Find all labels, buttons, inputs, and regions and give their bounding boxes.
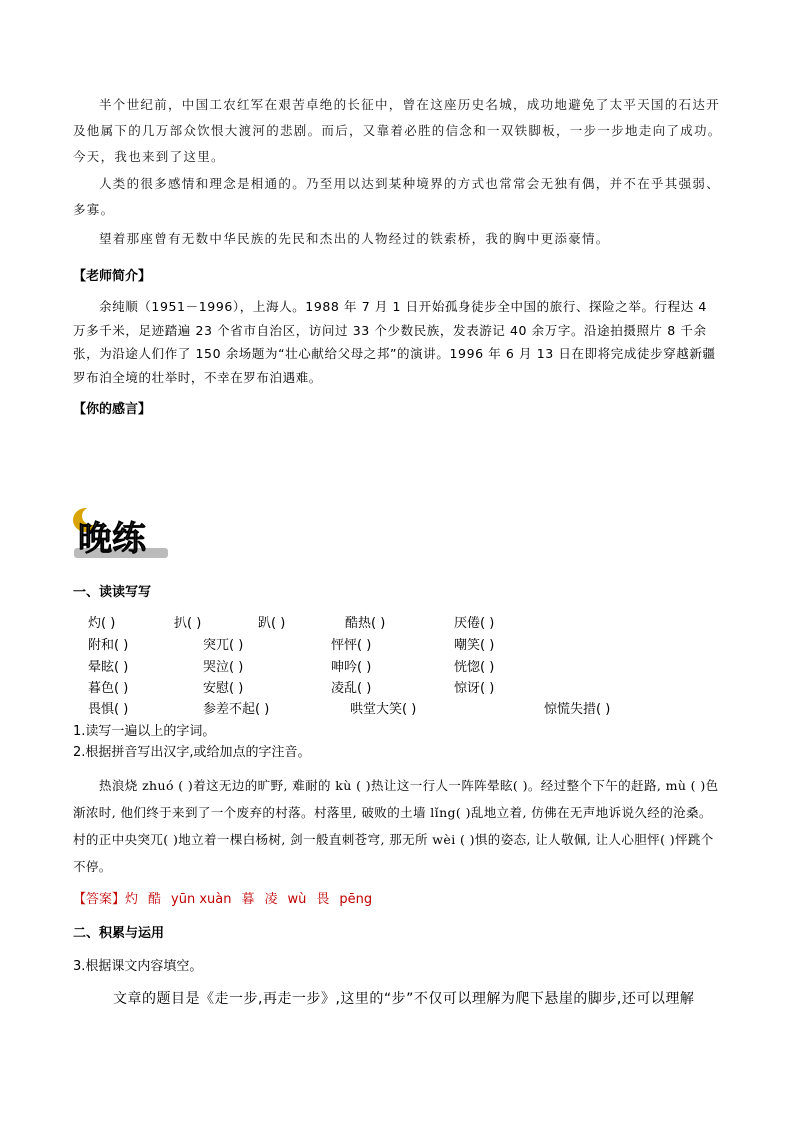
vocab-item: 恍惚( ) (454, 660, 495, 675)
vocab-item: 呻吟( ) (331, 660, 372, 675)
answer-line (73, 888, 372, 907)
answer-item: 暮 (241, 892, 255, 907)
vocab-item: 厌倦( ) (454, 616, 495, 631)
answer-item: 灼 (125, 892, 139, 907)
vocab-item: 凌乱( ) (331, 681, 372, 696)
vocab-item: 惊讶( ) (454, 681, 495, 696)
answer-item: yūn xuàn (171, 892, 232, 907)
vocab-item: 惊慌失措( ) (544, 702, 611, 717)
teacher-heading: 【老师简介】 (73, 269, 152, 284)
answer-item: 酷 (148, 892, 162, 907)
section2-text: 文章的题目是《走一步,再走一步》,这里的“步”不仅可以理解为爬下悬崖的脚步,还可以理解 (113, 991, 695, 1007)
section2-heading: 二、积累与运用 (73, 926, 165, 941)
vocab-item: 附和( ) (88, 638, 129, 653)
vocab-item: 酷热( ) (345, 616, 386, 631)
feeling-heading: 【你的感言】 (73, 402, 152, 417)
vocab-item: 怦怦( ) (331, 638, 372, 653)
question-3: 3.根据课文内容填空。 (73, 959, 203, 974)
vocab-item: 突兀( ) (203, 638, 244, 653)
vocab-item: 灼( ) (88, 616, 116, 631)
vocab-item: 晕眩( ) (88, 660, 129, 675)
vocab-item: 参差不起( ) (203, 702, 270, 717)
passage-paragraph-3: 望着那座曾有无数中华民族的先民和杰出的人物经过的铁索桥，我的胸中更添豪情。 (99, 231, 610, 246)
vocab-item: 哭泣( ) (203, 660, 244, 675)
evening-practice-logo (70, 506, 172, 560)
vocab-item: 畏惧( ) (88, 702, 129, 717)
passage-paragraph-2: 人类的很多感情和理念是相通的。乃至用以达到某种境界的方式也常常会无独有偶，并不在乎其强弱、多寡。 (73, 176, 721, 217)
section1-heading: 一、读读写写 (73, 585, 152, 600)
answer-item: wù (287, 892, 307, 907)
teacher-intro: 余纯顺（1951－1996），上海人。1988 年 7 月 1 日开始孤身徒步全中国的旅行、探险之举。行程达 4 万多千米，足迹踏遍 23 个省市自治区，访问过 33 个少数民族，发表游记 40 余万字。沿途拍摄照片 8 千余张，为沿途人们作了 150 余场题为“壮心献给父母之邦”的演讲。1996 年 6 月 13 日在即将完成徒步穿越新疆罗布泊全境的壮举时，不幸在罗布泊遇难。 (73, 299, 716, 385)
answer-item: 凌 (264, 892, 278, 907)
vocab-item: 扒( ) (174, 616, 202, 631)
vocab-item: 嘲笑( ) (454, 638, 495, 653)
question-1: 1.读写一遍以上的字词。 (73, 724, 216, 739)
svg-text:晚练: 晚练 (78, 519, 146, 559)
vocab-item: 哄堂大笑( ) (350, 702, 417, 717)
pinyin-exercise: 热浪烧 zhuó ( )着这无边的旷野, 难耐的 kù ( )热让这一行人一阵阵晕眩( )。经过整个下午的赶路, mù ( )色渐浓时, 他们终于来到了一个废弃的村落。村落里, 破败的土墙 lǐng( )乱地立着, 仿佛在无声地诉说久经的沧桑。村的正中央突兀( )地立着一棵白杨树, 剑一般直刺苍穹, 那无所 wèi ( )惧的姿态, 让人敬佩, 让人心胆怦( )怦跳个不停。 (73, 778, 719, 874)
passage-paragraph-1: 半个世纪前，中国工农红军在艰苦卓绝的长征中，曾在这座历史名城，成功地避免了太平天国的石达开及他属下的几万部众饮恨大渡河的悲剧。而后，又靠着必胜的信念和一双铁脚板，一步一步地走向了成功。今天，我也来到了这里。 (73, 97, 722, 164)
answer-tag: 【答案】 (73, 892, 126, 907)
vocab-item: 暮色( ) (88, 681, 129, 696)
vocab-item: 安慰( ) (203, 681, 244, 696)
question-2: 2.根据拼音写出汉字,或给加点的字注音。 (73, 745, 311, 760)
answer-item: pēng (339, 892, 373, 907)
vocab-item: 趴( ) (258, 616, 286, 631)
answer-item: 畏 (316, 892, 330, 907)
